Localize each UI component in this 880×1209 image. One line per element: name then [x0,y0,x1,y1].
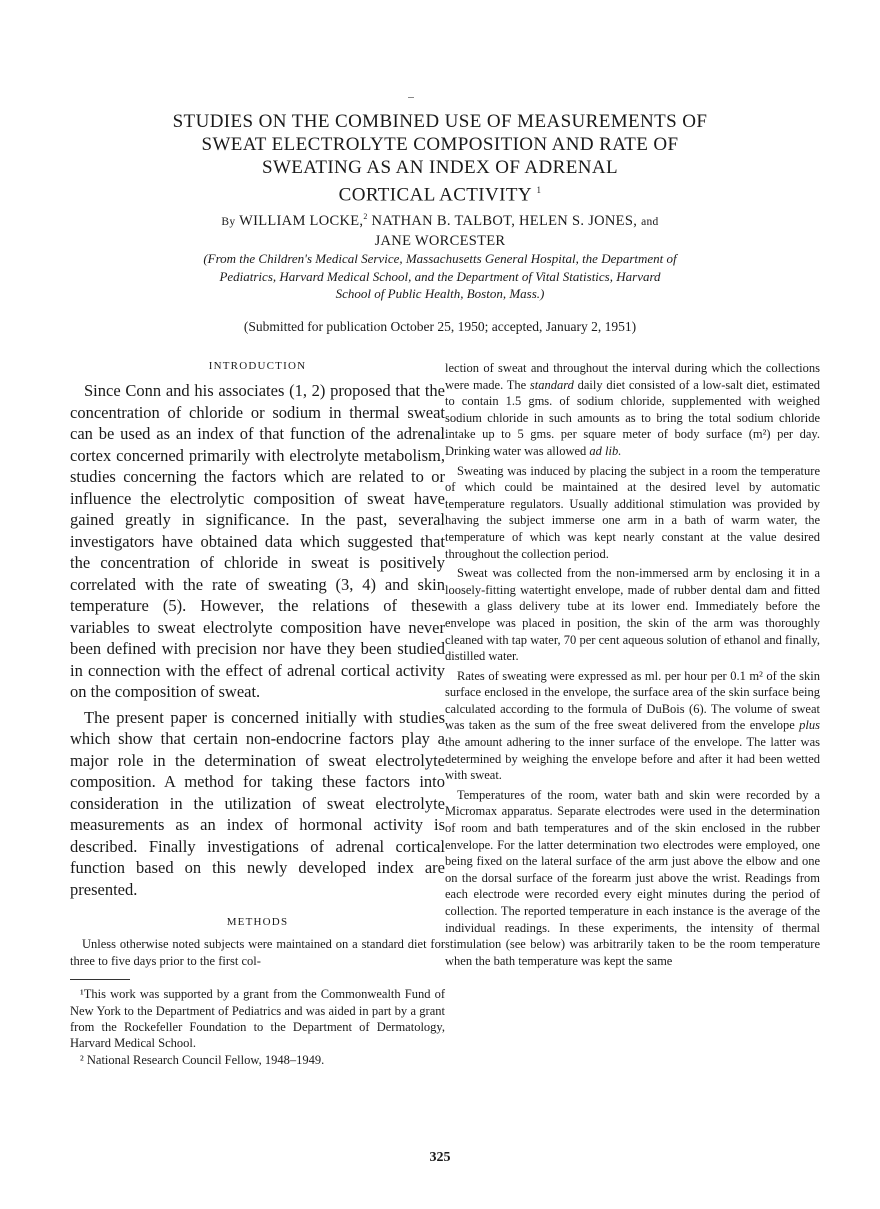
section-heading-methods: METHODS [226,916,289,928]
title-line: STUDIES ON THE COMBINED USE OF MEASUREMENTS OF [172,111,708,132]
footnote-1: ¹This work was supported by a grant from the Commonwealth Fund of New York to the Department of Pediatrics and was aided in part by a grant from the Rockefeller Foundation to the Department of Dermatology, Harvard Medical School. [70,987,445,1051]
affiliation: (From the Children's Medical Service, Massachusetts General Hospital, the Department of Pediatrics, Harvard Medical School, and the Department of Vital Statistics, Harvard School of Public Health, Boston, Mass.) [203,251,677,301]
paragraph: lection of sweat and throughout the interval during which the collections were made. The standard daily diet consisted of a low-salt diet, estimated to contain 1.5 gms. of sodium chloride, supplemented with weighed sodium chloride in such amounts as to bring the total sodium chloride intake up to 5 gms. per square meter of body surface (m²) per day. Drinking water was allowed ad lib. [445,361,820,458]
paragraph: Sweat was collected from the non-immersed arm by enclosing it in a loosely-fitting watertight envelope, made of rubber dental dam and fitted with a glass delivery tube at its lower end. Immediately before the envelope was placed in position, the skin of the arm was thoroughly cleaned with tap water, 70 per cent aqueous solution of ethanol and finally, distilled water. [445,566,820,664]
title-line: SWEAT ELECTROLYTE COMPOSITION AND RATE OF [201,134,679,155]
paragraph: Sweating was induced by placing the subject in a room the temperature of which could be maintained at the desired level by automatic temperature regulators. Usually additional stimulation was provided by having the subject immerse one arm in a bath of warm water, the temperature of which was kept nearly constant at the value desired throughout the collection period. [445,463,820,561]
footnote-2: ² National Research Council Fellow, 1948–1949. [80,1052,325,1067]
article-title [140,110,740,206]
title-footnote-mark: 1 [536,185,542,195]
submission-dates: (Submitted for publication October 25, 1950; accepted, January 2, 1951) [243,319,637,334]
page-number: 325 [429,1150,451,1165]
paragraph: Rates of sweating were expressed as ml. per hour per 0.1 m² of the skin surface enclosed in the envelope, the surface area of the skin surface being calculated according to the formula of DuBois (6). The volume of sweat was taken as the sum of the free sweat delivered from the envelope plus the amount adhering to the inner surface of the envelope. The latter was determined by weighing the envelope before and after it had been wetted with sweat. [445,668,820,783]
crop-mark [408,97,414,98]
title-line: SWEATING AS AN INDEX OF ADRENAL [262,157,618,178]
paragraph: Since Conn and his associates (1, 2) proposed that the concentration of chloride or sodium in thermal sweat can be used as an index of that function of the adrenal cortex concerned primarily with electrolyte metabolism, studies concerning the factors which are related to or influence the electrolytic composition of sweat have gained greatly in significance. In the past, several investigators have obtained data which suggested that the concentration of chloride in sweat is positively correlated with the rate of sweating (3, 4) and skin temperature (5). However, the relations of these variables to sweat electrolyte composition have never been defined with precision nor have they been studied in connection with the effect of adrenal cortical activity on the composition of sweat. [70,381,445,701]
author-line: JANE WORCESTER [374,232,506,249]
right-column [445,360,820,972]
paragraph: Temperatures of the room, water bath and skin were recorded by a Micromax apparatus. Separate electrodes were used in the determination of room and bath temperatures and of the skin enclosed in the rubber envelope. For the latter determination two electrodes were employed, one being fixed on the lateral surface of the arm just above the elbow and one on the dorsal surface of the forearm just above the wrist. Readings from each electrode were recorded every eight minutes during the period of collection. The reported temperature in each instance is the average of the individual readings. In these experiments, the intensity of thermal stimulation (see below) was arbitrarily taken to be the room temperature when the bath temperature was kept the same [445,787,820,968]
author-line: By WILLIAM LOCKE,$^2$ NATHAN B. TALBOT, HELEN S. JONES, and [221,212,659,229]
paragraph: Unless otherwise noted subjects were maintained on a standard diet for three to five days prior to the first col- [70,937,445,968]
section-heading-introduction: INTRODUCTION [208,360,307,372]
paragraph: The present paper is concerned initially with studies which show that certain non-endocrine factors play a major role in the determination of sweat electrolyte composition. A method for taking these factors into consideration in the utilization of sweat electrolyte measurements as an index of hormonal activity is described. Finally investigations of adrenal cortical function based on this newly developed index are presented. [70,707,445,899]
methods-body [70,936,445,969]
title-line: CORTICAL ACTIVITY $^1$ [338,184,542,206]
footnotes [70,986,445,1068]
introduction-body [70,380,445,900]
author-list [140,207,740,251]
left-column [70,360,445,1068]
footnote-divider [70,979,130,980]
